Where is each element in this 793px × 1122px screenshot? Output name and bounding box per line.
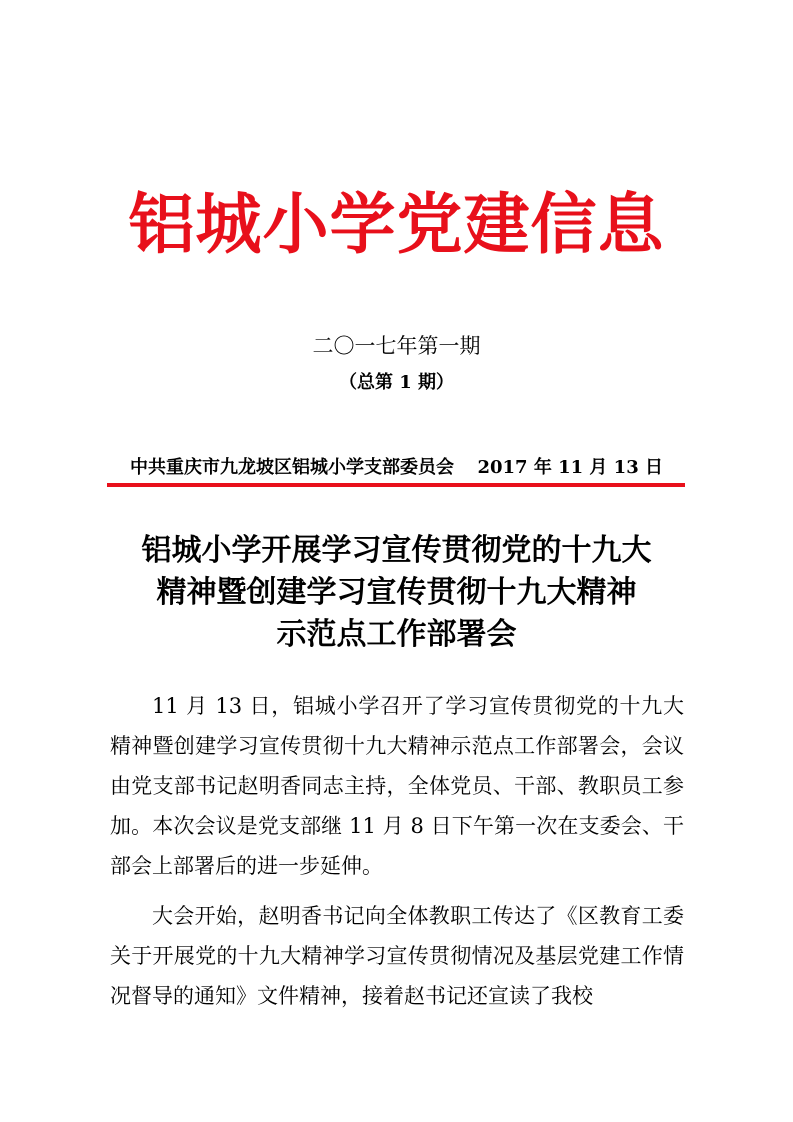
masthead-title: 铝城小学党建信息 [128,185,665,263]
article-title-line: 精神暨创建学习宣传贯彻十九大精神 [156,575,637,610]
red-divider [107,483,685,487]
article-title-line: 示范点工作部署会 [276,617,517,652]
article-title [0,530,793,656]
publish-date: 2017 年 11 月 13 日 [477,457,663,478]
article-paragraph: 大会开始，赵明香书记向全体教职工传达了《区教育工委关于开展党的十九大精神学习宣传贯彻情况及基层党建工作情况督导的通知》文件精神，接着赵书记还宣读了我校 [110,904,684,1008]
article-body [110,686,684,1026]
article-paragraph: 11 月 13 日，铝城小学召开了学习宣传贯彻党的十九大精神暨创建学习宣传贯彻十九大精神示范点工作部署会，会议由党支部书记赵明香同志主持，全体党员、干部、教职员工参加。本次会议是党支部继 11 月 8 日下午第一次在支委会、干部会上部署后的进一步延伸。 [110,694,684,878]
publisher-name: 中共重庆市九龙坡区铝城小学支部委员会 [130,457,454,478]
issue-serial: （总第 1 期） [338,372,455,393]
issue-number: 二〇一七年第一期 [312,334,481,358]
article-title-line: 铝城小学开展学习宣传贯彻党的十九大 [141,533,652,568]
